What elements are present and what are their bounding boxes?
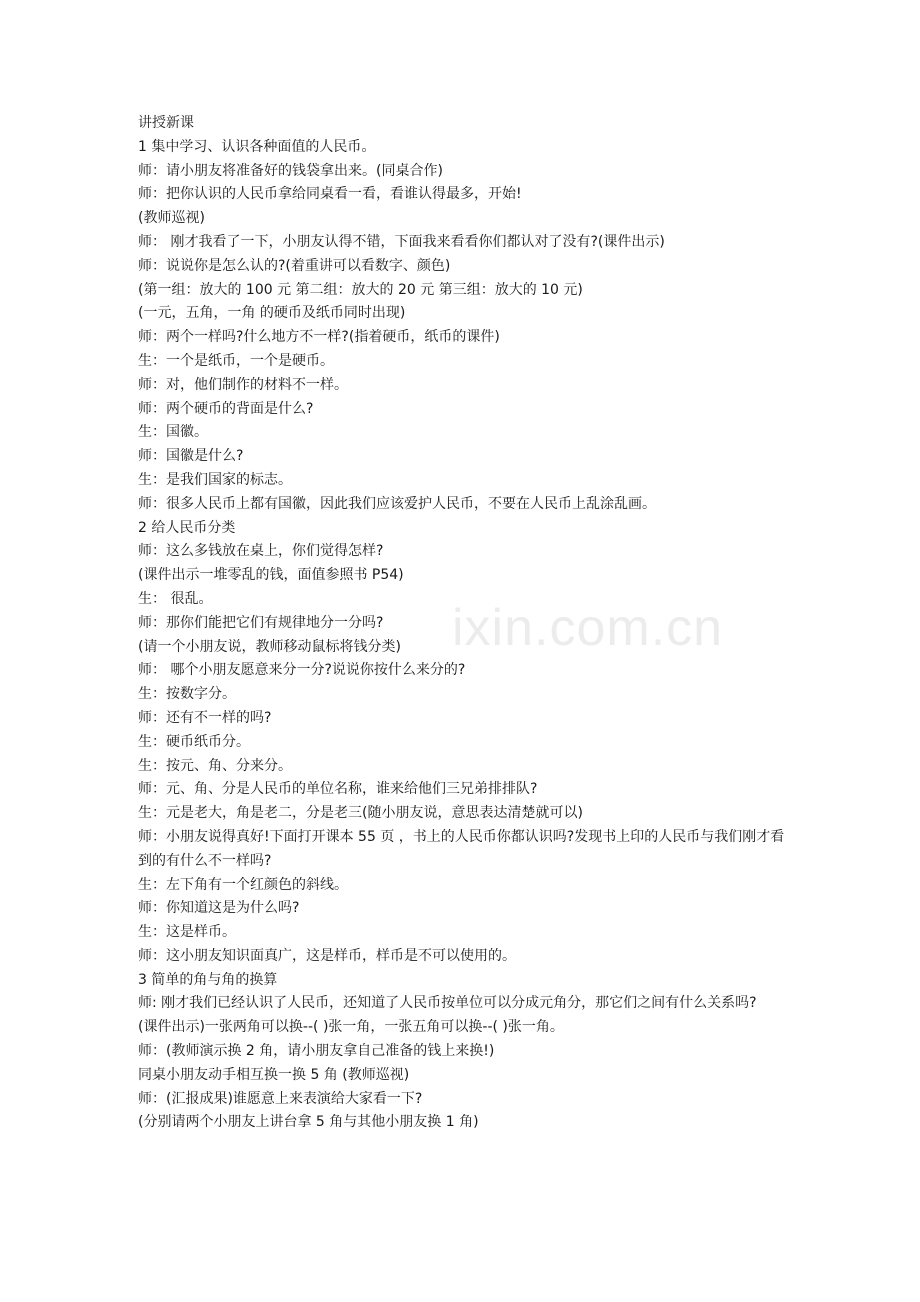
text-line: 师： 刚才我看了一下，小朋友认得不错，下面我来看看你们都认对了没有?(课件出示)	[138, 233, 665, 250]
text-line: 生：按元、角、分来分。	[138, 757, 292, 774]
text-line: 师：两个一样吗?什么地方不一样?(指着硬币，纸币的课件)	[138, 329, 500, 346]
text-line: 师：两个硬币的背面是什么?	[138, 400, 314, 417]
text-line: (课件出示)一张两角可以换--( )张一角，一张五角可以换--( )张一角。	[138, 1019, 564, 1036]
subsection-heading: 3 简单的角与角的换算	[138, 971, 278, 988]
text-line: 师：还有不一样的吗?	[138, 709, 272, 726]
section-heading: 讲授新课	[138, 115, 194, 131]
subsection-heading: 2 给人民币分类	[138, 519, 236, 536]
text-line: 生：国徽。	[138, 424, 208, 441]
text-line: 师：这小朋友知识面真广，这是样币，样币是不可以使用的。	[138, 947, 516, 964]
text-line: 师：(汇报成果)谁愿意上来表演给大家看一下?	[138, 1090, 423, 1107]
text-line: 师：元、角、分是人民币的单位名称，谁来给他们三兄弟排排队?	[138, 781, 538, 798]
document-body	[138, 112, 790, 1135]
text-line: 师：说说你是怎么认的?(着重讲可以看数字、颜色)	[138, 257, 451, 274]
text-line: (请一个小朋友说，教师移动鼠标将钱分类)	[138, 638, 401, 655]
text-line: (教师巡视)	[138, 210, 205, 227]
text-line: 生：一个是纸币，一个是硬币。	[138, 352, 334, 369]
text-line: 师：对，他们制作的材料不一样。	[138, 376, 348, 393]
watermark-text: ixin.com.cn	[452, 599, 724, 657]
text-line: 师： 哪个小朋友愿意来分一分?说说你按什么来分的?	[138, 662, 466, 679]
text-line: 师：这么多钱放在桌上，你们觉得怎样?	[138, 543, 384, 560]
text-line: 生：左下角有一个红颜色的斜线。	[138, 876, 348, 893]
text-line: 生：硬币纸币分。	[138, 733, 250, 750]
text-line: 生：元是老大，角是老二，分是老三(随小朋友说，意思表达清楚就可以)	[138, 805, 583, 822]
text-line: 生：按数字分。	[138, 686, 236, 703]
lesson-text	[138, 112, 790, 1135]
text-line: 生：这是样币。	[138, 924, 236, 941]
text-line: (一元，五角，一角 的硬币及纸币同时出现)	[138, 305, 406, 322]
text-line: (分别请两个小朋友上讲台拿 5 角与其他小朋友换 1 角)	[138, 1114, 479, 1131]
text-line: 同桌小朋友动手相互换一换 5 角 (教师巡视)	[138, 1066, 410, 1083]
text-line: 师：请小朋友将准备好的钱袋拿出来。(同桌合作)	[138, 162, 443, 179]
text-line: 师：把你认识的人民币拿给同桌看一看，看谁认得最多，开始!	[138, 186, 522, 203]
text-line: 师：那你们能把它们有规律地分一分吗?	[138, 614, 384, 631]
text-line: 师：很多人民币上都有国徽，因此我们应该爱护人民币，不要在人民币上乱涂乱画。	[138, 495, 656, 512]
text-line: 生：是我们国家的标志。	[138, 471, 292, 488]
text-line: 生： 很乱。	[138, 590, 213, 607]
text-line: 师：小朋友说得真好!下面打开课本 55 页 ，书上的人民币你都认识吗?发现书上印的人民币与我们刚才看到的有什么不一样吗?	[138, 828, 785, 869]
text-line: (课件出示一堆零乱的钱，面值参照书 P54)	[138, 567, 404, 584]
text-line: (第一组：放大的 100 元 第二组：放大的 20 元 第三组：放大的 10 元)	[138, 281, 583, 298]
text-line: 师: 刚才我们已经认识了人民币，还知道了人民币按单位可以分成元角分，那它们之间有什么关系吗?	[138, 995, 757, 1012]
text-line: 师：国徽是什么?	[138, 448, 244, 465]
text-line: 师：你知道这是为什么吗?	[138, 900, 300, 917]
text-line: 师：(教师演示换 2 角，请小朋友拿自己准备的钱上来换!)	[138, 1043, 495, 1060]
subsection-heading: 1 集中学习、认识各种面值的人民币。	[138, 138, 376, 155]
